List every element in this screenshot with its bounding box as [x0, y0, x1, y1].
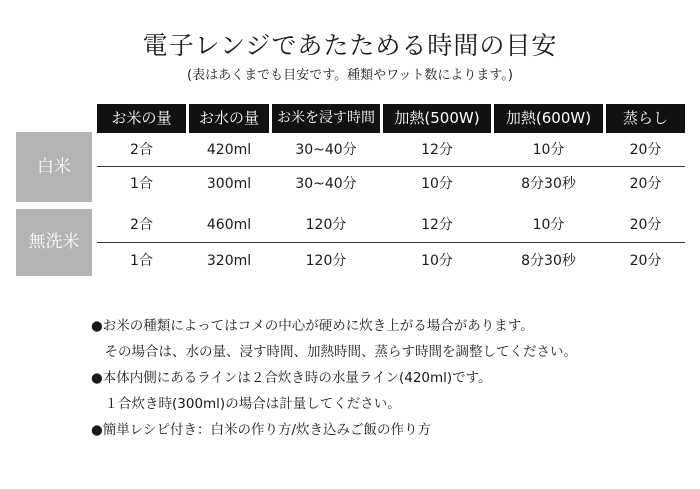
cell-heat-600w: 8分30秒	[521, 176, 576, 192]
page-title: 電子レンジであたためる時間の目安	[142, 31, 558, 60]
cell-water-amount: 300ml	[206, 176, 252, 192]
cell-heat-600w: 8分30秒	[521, 253, 576, 269]
cell-heat-500w: 12分	[421, 217, 453, 233]
note-line: ●簡単レシピ付き：白米の作り方/炊き込みご飯の作り方	[91, 422, 431, 438]
header-rice-amount: お米の量	[97, 104, 186, 133]
cell-heat-600w: 10分	[532, 217, 565, 233]
note-line: ●お米の種類によってはコメの中心が硬めに炊き上がる場合があります。	[91, 318, 534, 334]
cell-soak-time: 120分	[305, 217, 347, 233]
cell-heat-500w: 12分	[421, 142, 453, 158]
group-label-white-rice: 白米	[16, 132, 92, 202]
note-line: ●本体内側にあるラインは２合炊き時の水量ライン(420ml)です。	[91, 370, 492, 386]
cell-rice-amount: 1合	[130, 253, 153, 269]
group-label-wash-free-rice: 無洗米	[16, 209, 92, 276]
cell-steam: 20分	[629, 217, 662, 233]
cell-water-amount: 320ml	[206, 253, 252, 269]
note-line: その場合は、水の量、浸す時間、加熱時間、蒸らす時間を調整してください。	[91, 344, 577, 360]
cell-rice-amount: 2合	[130, 142, 153, 158]
cell-steam: 20分	[629, 142, 662, 158]
cell-water-amount: 420ml	[206, 142, 252, 158]
header-heat-600w: 加熱(600W)	[494, 104, 603, 133]
cell-rice-amount: 1合	[130, 176, 153, 192]
header-heat-500w: 加熱(500W)	[383, 104, 491, 133]
cell-heat-500w: 10分	[421, 176, 453, 192]
cell-rice-amount: 2合	[130, 217, 153, 233]
page-subtitle: (表はあくまでも目安です。種類やワット数によります。)	[187, 68, 513, 83]
cell-heat-500w: 10分	[421, 253, 453, 269]
cell-water-amount: 460ml	[206, 217, 252, 233]
header-soak-time: お米を浸す時間	[272, 104, 380, 133]
header-water-amount: お水の量	[189, 104, 269, 133]
cell-soak-time: 30~40分	[295, 142, 357, 158]
cell-steam: 20分	[629, 253, 662, 269]
cell-soak-time: 120分	[305, 253, 347, 269]
cell-heat-600w: 10分	[532, 142, 565, 158]
header-steam: 蒸らし	[606, 104, 685, 133]
note-line: １合炊き時(300ml)の場合は計量してください。	[91, 396, 401, 412]
cell-soak-time: 30~40分	[295, 176, 357, 192]
cell-steam: 20分	[629, 176, 662, 192]
